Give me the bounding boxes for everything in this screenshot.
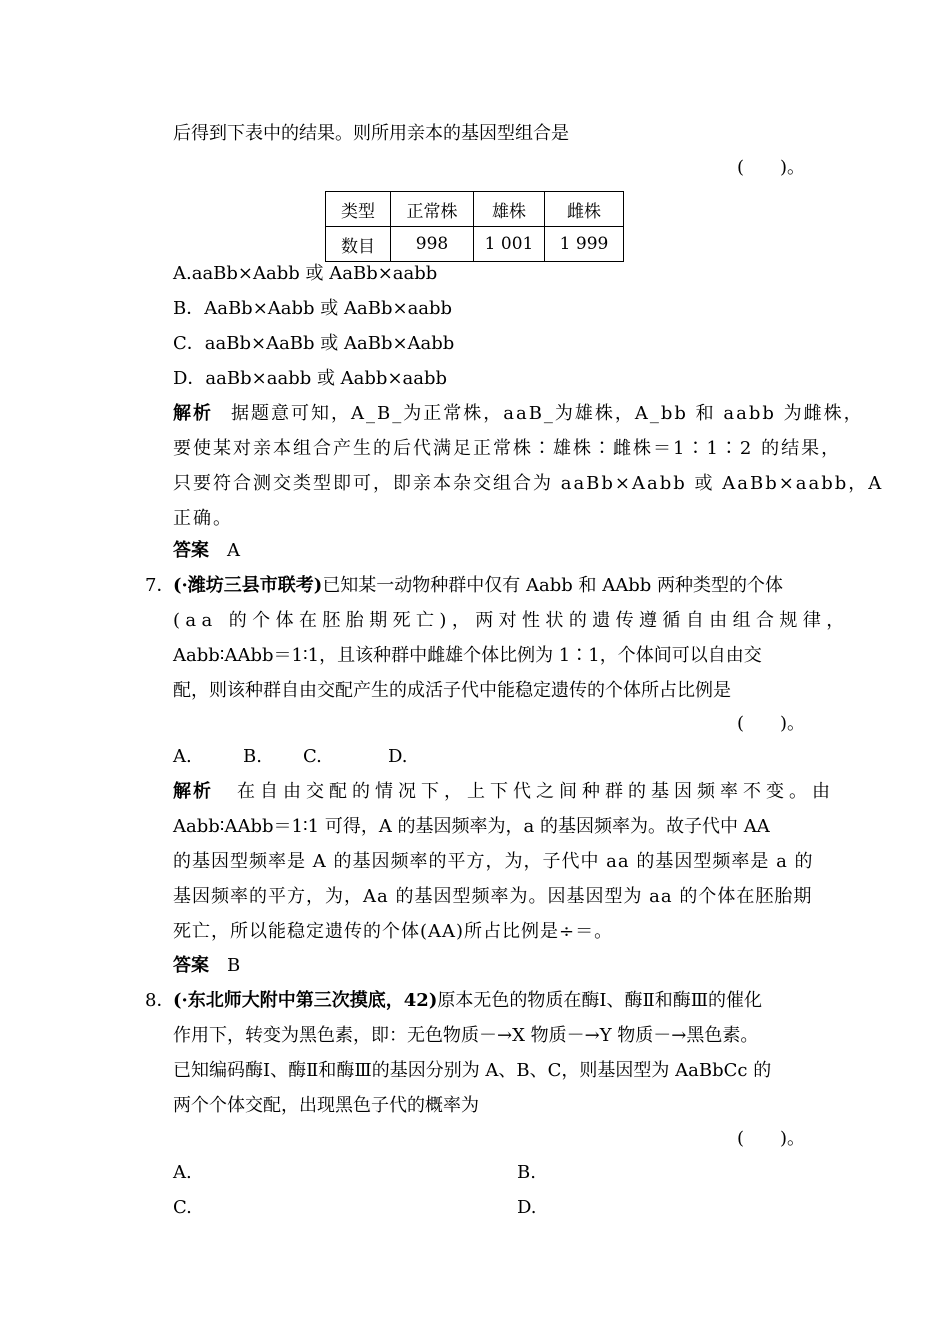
- results-table: [325, 191, 624, 262]
- table-header-row: [326, 192, 624, 227]
- q8-stem-line: 两个个体交配，出现黑色子代的概率为: [173, 1095, 479, 1116]
- q6-option-d: D．aaBb×aabb 或 Aabb×aabb: [173, 368, 448, 389]
- q8-number: 8．: [145, 990, 175, 1011]
- table-header-cell: 雌株: [545, 192, 624, 227]
- analysis-text: 在自由交配的情况下，上下代之间种群的基因频率不变。由: [237, 781, 835, 802]
- q8-stem-text: 原本无色的物质在酶Ⅰ、酶Ⅱ和酶Ⅲ的催化: [437, 990, 763, 1011]
- q7-answer-line: [173, 953, 240, 979]
- q7-analysis-line: [173, 779, 835, 805]
- answer-value: B: [227, 955, 241, 976]
- q6-answer-line: [173, 538, 240, 564]
- q7-analysis-line: 死亡，所以能稳定遗传的个体(AA)所占比例是÷＝。: [173, 921, 614, 942]
- table-header-cell: 正常株: [391, 192, 474, 227]
- q7-number: 7．: [145, 575, 175, 596]
- q7-analysis-line: 基因频率的平方，为，Aa 的基因型频率为。因基因型为 aa 的个体在胚胎期: [173, 886, 813, 907]
- q6-option-b: B．AaBb×Aabb 或 AaBb×aabb: [173, 298, 453, 319]
- q6-analysis-line: [173, 401, 864, 427]
- analysis-label: 解析: [173, 781, 213, 802]
- q7-answer-blank: ( )。: [737, 713, 806, 734]
- table-header-cell: 雄株: [474, 192, 545, 227]
- answer-label: 答案: [173, 955, 209, 976]
- q6-answer-blank: ( )。: [737, 157, 806, 178]
- q6-stem-tail: 后得到下表中的结果。则所用亲本的基因型组合是: [173, 123, 569, 144]
- q8-stem-line: 已知编码酶Ⅰ、酶Ⅱ和酶Ⅲ的基因分别为 A、B、C，则基因型为 AaBbCc 的: [173, 1060, 772, 1081]
- q8-stem-line: [173, 988, 762, 1014]
- q7-stem-line: [173, 573, 783, 599]
- q8-stem-line: 作用下，转变为黑色素，即：无色物质－→X 物质－→Y 物质－→黑色素。: [173, 1025, 759, 1046]
- table-cell: 1 001: [474, 227, 545, 262]
- q7-option-c: C.: [303, 746, 322, 767]
- analysis-label: 解析: [173, 403, 213, 424]
- q6-option-a: A.aaBb×Aabb 或 AaBb×aabb: [173, 263, 438, 284]
- q7-option-a: A.: [173, 746, 192, 767]
- table-header-cell: 类型: [326, 192, 391, 227]
- q7-option-d: D.: [388, 746, 408, 767]
- table-cell: 数目: [326, 227, 391, 262]
- q7-option-b: B.: [243, 746, 262, 767]
- q8-answer-blank: ( )。: [737, 1128, 806, 1149]
- q7-stem-line: (aa 的个体在胚胎期死亡)，两对性状的遗传遵循自由组合规律，: [173, 610, 850, 631]
- q7-stem-line: 配，则该种群自由交配产生的成活子代中能稳定遗传的个体所占比例是: [173, 680, 731, 701]
- q6-analysis-line: 只要符合测交类型即可，即亲本杂交组合为 aaBb×Aabb 或 AaBb×aabb，A: [173, 473, 884, 494]
- q8-option-b: B.: [517, 1162, 536, 1183]
- q6-option-c: C．aaBb×AaBb 或 AaBb×Aabb: [173, 333, 455, 354]
- table-cell: 998: [391, 227, 474, 262]
- q7-source: (·潍坊三县市联考): [173, 575, 323, 596]
- q8-option-a: A.: [173, 1162, 192, 1183]
- answer-label: 答案: [173, 540, 209, 561]
- q6-analysis-line: 正确。: [173, 508, 233, 529]
- table-row: [326, 227, 624, 262]
- q8-source: (·东北师大附中第三次摸底，42): [173, 990, 438, 1011]
- q7-analysis-line: Aabb∶AAbb＝1∶1 可得，A 的基因频率为，a 的基因频率为。故子代中 AA: [173, 816, 770, 837]
- q6-analysis-line: 要使某对亲本组合产生的后代满足正常株∶雄株∶雌株＝1∶1∶2 的结果，: [173, 438, 842, 459]
- analysis-text: 据题意可知，A_B_为正常株，aaB_为雄株，A_bb 和 aabb 为雌株，: [231, 403, 864, 424]
- q7-stem-text: 已知某一动物种群中仅有 Aabb 和 AAbb 两种类型的个体: [322, 575, 784, 596]
- table-cell: 1 999: [545, 227, 624, 262]
- q7-analysis-line: 的基因型频率是 A 的基因频率的平方，为，子代中 aa 的基因型频率是 a 的: [173, 851, 814, 872]
- q7-stem-line: Aabb∶AAbb＝1∶1，且该种群中雌雄个体比例为 1∶1，个体间可以自由交: [173, 645, 762, 666]
- answer-value: A: [227, 540, 240, 561]
- q8-option-c: C.: [173, 1197, 192, 1218]
- q8-option-d: D.: [517, 1197, 537, 1218]
